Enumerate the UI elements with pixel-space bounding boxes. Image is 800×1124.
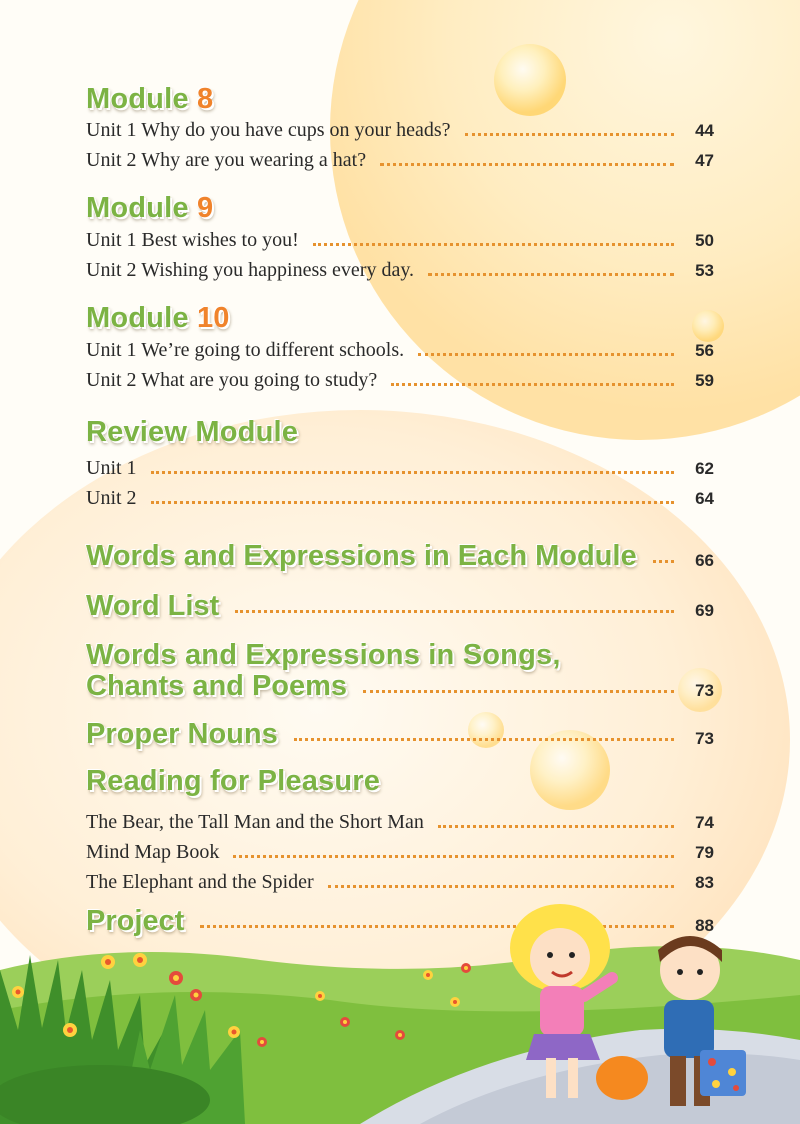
- section-songs-line1: Words and Expressions in Songs,: [86, 639, 561, 671]
- section-page: 69: [695, 601, 714, 620]
- toc-entry-label: Unit 2 Wishing you happiness every day.: [86, 259, 415, 281]
- toc-entry-label: Mind Map Book: [86, 841, 220, 863]
- toc-entry-page: 83: [695, 873, 714, 892]
- section-label: Project: [86, 905, 185, 937]
- toc-entry-page: 62: [695, 459, 714, 478]
- review-module-heading: Review Module: [86, 416, 299, 448]
- toc-entry[interactable]: [86, 366, 714, 392]
- toc-entry[interactable]: [86, 868, 714, 894]
- dot-leader: [418, 353, 674, 356]
- dot-leader: [653, 560, 674, 563]
- toc-entry-page: 79: [695, 843, 714, 862]
- orange-bag-icon: [596, 1056, 648, 1100]
- toc-entry-label: The Elephant and the Spider: [86, 871, 314, 893]
- toc-entry[interactable]: [86, 838, 714, 864]
- section-label: Word List: [86, 590, 220, 622]
- toc-entry-label: Unit 1: [86, 457, 137, 479]
- section-label: Proper Nouns: [86, 718, 278, 750]
- module-8-heading: Module 8: [86, 83, 214, 115]
- toc-section-proper-nouns[interactable]: [86, 718, 714, 750]
- toc-entry[interactable]: [86, 146, 714, 172]
- section-page: 66: [695, 551, 714, 570]
- toc-entry-page: 64: [695, 489, 714, 508]
- toc-entry-label: Unit 2: [86, 487, 137, 509]
- toc-entry-page: 50: [695, 231, 714, 250]
- toc-section-word-list[interactable]: [86, 590, 714, 622]
- toc-entry[interactable]: [86, 484, 714, 510]
- toc-entry-page: 47: [695, 151, 714, 170]
- toc-entry-label: Unit 1 We’re going to different schools.: [86, 339, 405, 361]
- toc-entry-page: 56: [695, 341, 714, 360]
- toc-entry-page: 53: [695, 261, 714, 280]
- module-10-heading: Module 10: [86, 302, 230, 334]
- dot-leader: [428, 273, 674, 276]
- dot-leader: [151, 501, 674, 504]
- section-label: Words and Expressions in Each Module: [86, 540, 637, 572]
- toc-entry[interactable]: [86, 336, 714, 362]
- toc-entry-page: 44: [695, 121, 714, 140]
- toc-entry[interactable]: [86, 454, 714, 480]
- section-page: 73: [695, 681, 714, 700]
- toc-entry-page: 59: [695, 371, 714, 390]
- dot-leader: [235, 610, 674, 613]
- section-label: Chants and Poems: [86, 670, 348, 702]
- dot-leader: [465, 133, 674, 136]
- dot-leader: [313, 243, 674, 246]
- dot-leader: [151, 471, 674, 474]
- reading-for-pleasure-heading: Reading for Pleasure: [86, 765, 381, 797]
- toc-entry-label: Unit 2 Why are you wearing a hat?: [86, 149, 367, 171]
- dot-leader: [294, 738, 674, 741]
- toc-entry-page: 74: [695, 813, 714, 832]
- toc-entry[interactable]: [86, 256, 714, 282]
- gift-box-icon: [700, 1050, 746, 1096]
- toc-entry-label: Unit 1 Why do you have cups on your heads?: [86, 119, 451, 141]
- toc-section-words-each-module[interactable]: [86, 540, 714, 572]
- toc-entry[interactable]: [86, 226, 714, 252]
- toc-entry-label: Unit 2 What are you going to study?: [86, 369, 378, 391]
- toc-entry[interactable]: [86, 808, 714, 834]
- dot-leader: [363, 690, 674, 693]
- dot-leader: [380, 163, 674, 166]
- dot-leader: [391, 383, 674, 386]
- toc-entry-label: The Bear, the Tall Man and the Short Man: [86, 811, 424, 833]
- dot-leader: [328, 885, 674, 888]
- dot-leader: [438, 825, 674, 828]
- toc-section-songs[interactable]: [86, 670, 714, 702]
- toc-entry[interactable]: [86, 116, 714, 142]
- section-page: 73: [695, 729, 714, 748]
- section-page: 88: [695, 916, 714, 935]
- toc-entry-label: Unit 1 Best wishes to you!: [86, 229, 299, 251]
- module-9-heading: Module 9: [86, 192, 214, 224]
- bottom-illustration: [0, 900, 800, 1124]
- dot-leader: [233, 855, 674, 858]
